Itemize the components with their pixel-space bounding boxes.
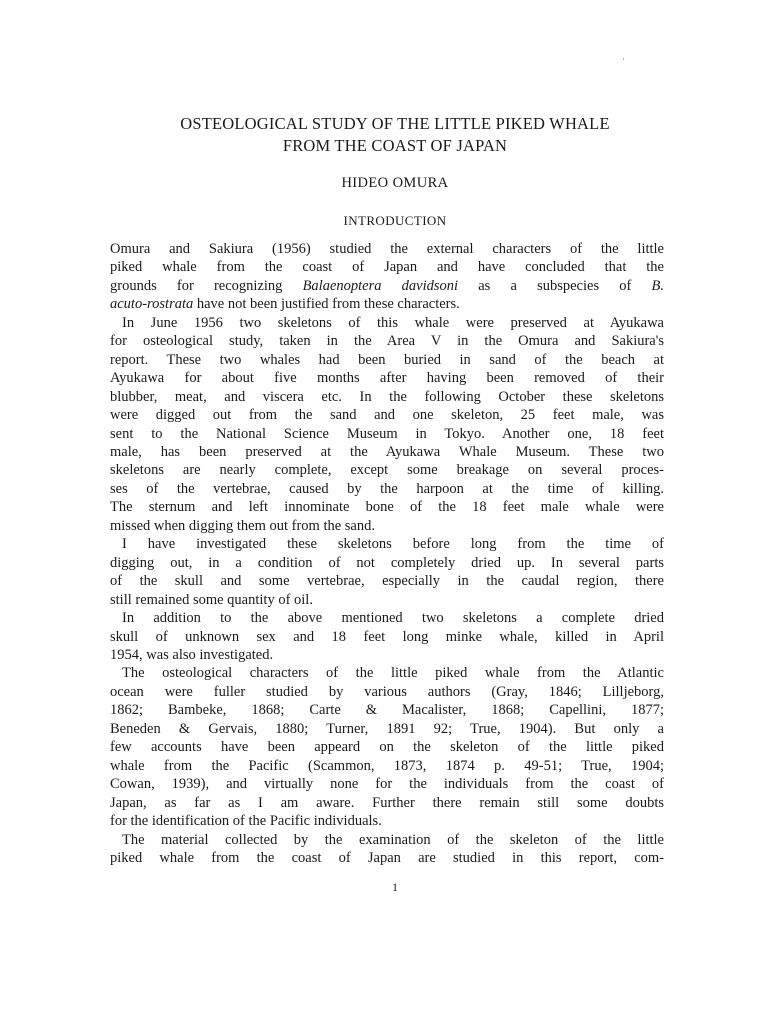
text-line: sent to the National Science Museum in Tokyo. Another one, 18 feet: [110, 425, 664, 442]
paragraph-5: [110, 664, 664, 830]
paragraph-4: [110, 609, 664, 664]
paragraph-2: [110, 314, 664, 535]
body-text: [110, 240, 664, 867]
text-line: The osteological characters of the little piked whale from the Atlantic: [122, 665, 664, 682]
text-line: piked whale from the coast of Japan and have concluded that the: [110, 259, 664, 276]
text-line: male, has been preserved at the Ayukawa Whale Museum. These two: [110, 443, 664, 460]
text-span: have not been justified from these characters.: [193, 296, 460, 313]
title-line-2: FROM THE COAST OF JAPAN: [282, 136, 508, 155]
author-name: HIDEO OMURA: [341, 175, 449, 191]
text-line: The sternum and left innominate bone of the 18 feet male whale were: [110, 499, 664, 516]
text-line: whale from the Pacific (Scammon, 1873, 1874 p. 49-51; True, 1904;: [110, 757, 664, 774]
text-line: Cowan, 1939), and virtually none for the individuals from the coast of: [110, 776, 664, 793]
page-number: 1: [392, 880, 398, 894]
text-line: still remained some quantity of oil.: [110, 591, 313, 608]
text-line: In addition to the above mentioned two skeletons a complete dried: [122, 610, 664, 627]
text-line: piked whale from the coast of Japan are studied in this report, com-: [110, 849, 664, 866]
text-line: The material collected by the examination of the skeleton of the little: [122, 831, 664, 848]
text-line: skeletons are nearly complete, except some breakage on several proces-: [110, 462, 664, 479]
text-line: [110, 277, 664, 295]
text-line: missed when digging them out from the sand.: [110, 517, 375, 534]
text-line: 1862; Bambeke, 1868; Carte & Macalister, 1868; Capellini, 1877;: [110, 702, 664, 719]
text-line: for the identification of the Pacific individuals.: [110, 813, 382, 830]
text-span: grounds for recognizing: [110, 277, 303, 294]
species-name: Balaenoptera davidsoni: [302, 277, 459, 294]
text-span: as a subspecies of: [458, 277, 652, 294]
text-line: I have investigated these skeletons before long from the time of: [122, 536, 664, 553]
section-heading: INTRODUCTION: [343, 213, 447, 228]
text-line: digging out, in a condition of not completely dried up. In several parts: [110, 554, 664, 571]
text-line: skull of unknown sex and 18 feet long minke whale, killed in April: [110, 628, 664, 645]
text-line: In June 1956 two skeletons of this whale were preserved at Ayukawa: [122, 314, 664, 331]
paragraph-3: [110, 535, 664, 609]
text-line: Ayukawa for about five months after having been removed of their: [110, 370, 664, 387]
text-line: for osteological study, taken in the Area V in the Omura and Sakiura's: [110, 333, 664, 350]
text-line: were digged out from the sand and one skeleton, 25 feet male, was: [110, 407, 664, 424]
text-line: Omura and Sakiura (1956) studied the external characters of the little: [110, 241, 664, 257]
title-line-1: OSTEOLOGICAL STUDY OF THE LITTLE PIKED WHALE: [180, 114, 610, 133]
paper-title: [100, 113, 690, 157]
text-line: few accounts have been appeard on the skeleton of the little piked: [110, 739, 664, 756]
text-line: [110, 295, 664, 313]
text-line: Beneden & Gervais, 1880; Turner, 1891 92; True, 1904). But only a: [110, 720, 664, 737]
text-line: ses of the vertebrae, caused by the harpoon at the time of killing.: [110, 480, 664, 497]
stray-mark: ·: [622, 54, 625, 64]
text-line: 1954, was also investigated.: [110, 646, 274, 663]
paragraph-6: [110, 831, 664, 868]
paragraph-1: [110, 240, 664, 314]
text-line: ocean were fuller studied by various authors (Gray, 1846; Lilljeborg,: [110, 683, 664, 700]
text-line: blubber, meat, and viscera etc. In the following October these skeletons: [110, 388, 664, 405]
species-name: acuto-rostrata: [110, 296, 194, 313]
text-line: of the skull and some vertebrae, especially in the caudal region, there: [110, 573, 664, 590]
text-line: report. These two whales had been buried in sand of the beach at: [110, 351, 664, 368]
text-line: Japan, as far as I am aware. Further there remain still some doubts: [110, 794, 664, 811]
species-abbrev: B.: [651, 277, 664, 294]
